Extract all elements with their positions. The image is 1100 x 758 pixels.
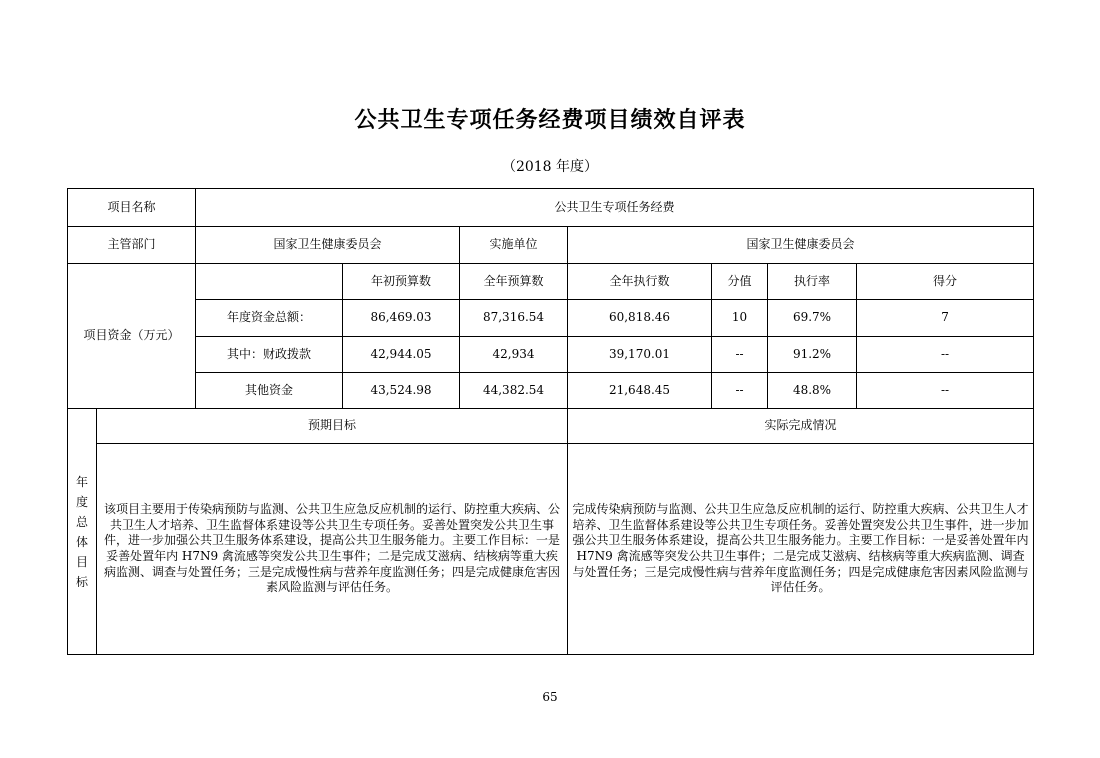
goals-side-char: 年 (75, 474, 88, 489)
funds-header-cell: 全年预算数 (460, 264, 568, 300)
project-name-value: 公共卫生专项任务经费 (196, 189, 1034, 227)
department-row (68, 227, 1034, 264)
funds-label: 项目资金（万元） (68, 264, 196, 409)
funds-cell: 42,934 (460, 337, 568, 373)
funds-cell: 60,818.46 (568, 300, 712, 337)
funds-cell: 44,382.54 (460, 373, 568, 409)
department-value: 国家卫生健康委员会 (196, 227, 460, 264)
funds-row (68, 373, 1034, 409)
page-number: 65 (542, 690, 558, 704)
goals-side-label (68, 409, 97, 655)
project-name-row (68, 189, 1034, 227)
funds-header-cell: 全年执行数 (568, 264, 712, 300)
funds-cell: 86,469.03 (343, 300, 460, 337)
funds-header-blank (196, 264, 343, 300)
funds-row (68, 337, 1034, 373)
funds-header-cell: 执行率 (768, 264, 857, 300)
department-label: 主管部门 (68, 227, 196, 264)
funds-cell: 39,170.01 (568, 337, 712, 373)
funds-row (68, 300, 1034, 337)
funds-cell: -- (857, 373, 1034, 409)
funds-cell: 42,944.05 (343, 337, 460, 373)
funds-cell: 10 (712, 300, 768, 337)
goals-side-char: 标 (75, 574, 88, 589)
implementer-value: 国家卫生健康委员会 (568, 227, 1034, 264)
page-subtitle: （2018 年度） (501, 159, 599, 175)
funds-cell: -- (712, 373, 768, 409)
funds-cell: -- (857, 337, 1034, 373)
funds-cell: 87,316.54 (460, 300, 568, 337)
funds-row-label: 年度资金总额： (196, 300, 343, 337)
goals-side-char: 度 (75, 494, 88, 509)
goals-side-char: 体 (75, 534, 88, 549)
goals-content-row (68, 444, 1034, 655)
funds-cell: 91.2% (768, 337, 857, 373)
page-title: 公共卫生专项任务经费项目绩效自评表 (354, 107, 746, 133)
expected-goals-header: 预期目标 (97, 409, 568, 444)
funds-header-cell: 年初预算数 (343, 264, 460, 300)
funds-header-cell: 分值 (712, 264, 768, 300)
actual-results-header: 实际完成情况 (568, 409, 1034, 444)
funds-cell: -- (712, 337, 768, 373)
funds-cell: 43,524.98 (343, 373, 460, 409)
funds-row-label: 其中：财政拨款 (196, 337, 343, 373)
goals-header-row (68, 409, 1034, 444)
evaluation-table (67, 188, 1034, 655)
funds-header-row (68, 264, 1034, 300)
goals-side-char: 目 (75, 554, 88, 569)
funds-cell: 21,648.45 (568, 373, 712, 409)
implementer-label: 实施单位 (460, 227, 568, 264)
funds-cell: 69.7% (768, 300, 857, 337)
funds-header-cell: 得分 (857, 264, 1034, 300)
funds-cell: 48.8% (768, 373, 857, 409)
goals-side-char: 总 (75, 514, 88, 529)
project-name-label: 项目名称 (68, 189, 196, 227)
actual-results-text: 完成传染病预防与监测、公共卫生应急反应机制的运行、防控重大疾病、公共卫生人才培养、卫生监督体系建设等公共卫生专项任务。妥善处置突发公共卫生事件，进一步加强公共卫生服务体系建设，提高公共卫生服务能力。主要工作目标：一是妥善处置年内 H7N9 禽流感等突发公共卫生事件；二是完成艾滋病、结核病等重大疾病监测、调查与处置任务；三是完成慢性病与营养年度监测任务；四是完成健康危害因素风险监测与评估任务。 (568, 444, 1034, 655)
expected-goals-text: 该项目主要用于传染病预防与监测、公共卫生应急反应机制的运行、防控重大疾病、公共卫生人才培养、卫生监督体系建设等公共卫生专项任务。妥善处置突发公共卫生事件，进一步加强公共卫生服务体系建设，提高公共卫生服务能力。主要工作目标：一是妥善处置年内 H7N9 禽流感等突发公共卫生事件；二是完成艾滋病、结核病等重大疾病监测、调查与处置任务；三是完成慢性病与营养年度监测任务；四是完成健康危害因素风险监测与评估任务。 (97, 444, 568, 655)
funds-cell: 7 (857, 300, 1034, 337)
funds-row-label: 其他资金 (196, 373, 343, 409)
